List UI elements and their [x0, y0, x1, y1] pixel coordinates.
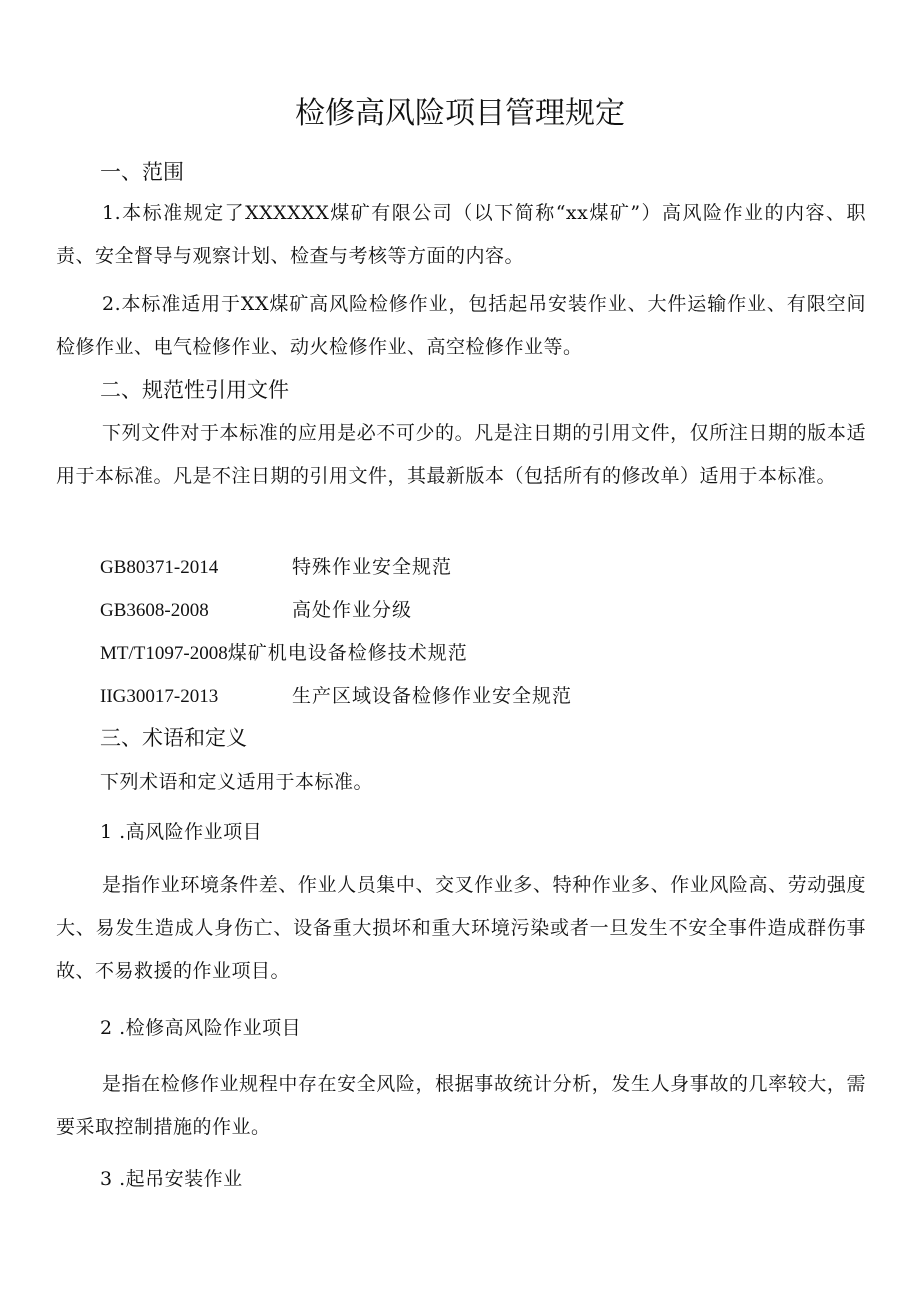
reference-item — [100, 638, 468, 665]
reference-name: 生产区域设备检修作业安全规范 — [292, 685, 573, 707]
section-heading-terms: 三、术语和定义 — [100, 726, 247, 750]
term-definition-2: 是指在检修作业规程中存在安全风险，根据事故统计分析，发生人身事故的几率较大，需要采取控制措施的作业。 — [56, 1073, 866, 1138]
scope-paragraph-1: 1.本标准规定了XXXXXX煤矿有限公司（以下简称“xx煤矿”）高风险作业的内容、职责、安全督导与观察计划、检查与考核等方面的内容。 — [56, 202, 866, 267]
reference-code: GB80371-2014 — [100, 557, 219, 578]
reference-name: 煤矿机电设备检修技术规范 — [227, 642, 468, 664]
reference-name: 特殊作业安全规范 — [292, 556, 453, 578]
reference-code: IIG30017-2013 — [100, 686, 219, 707]
section-heading-references: 二、规范性引用文件 — [100, 378, 289, 402]
references-intro: 下列文件对于本标准的应用是必不可少的。凡是注日期的引用文件，仅所注日期的版本适用于本标准。凡是不注日期的引用文件，其最新版本（包括所有的修改单）适用于本标准。 — [56, 422, 866, 487]
term-label-3: 3 .起吊安装作业 — [100, 1168, 243, 1190]
document-title: 检修高风险项目管理规定 — [295, 96, 625, 131]
scope-paragraph-2: 2.本标准适用于XX煤矿高风险检修作业，包括起吊安装作业、大件运输作业、有限空间检修作业、电气检修作业、动火检修作业、高空检修作业等。 — [56, 293, 866, 358]
reference-item — [100, 552, 452, 579]
reference-item — [100, 681, 572, 708]
section-heading-scope: 一、范围 — [100, 160, 184, 184]
reference-code: GB3608-2008 — [100, 600, 209, 621]
term-label-1: 1 .高风险作业项目 — [100, 821, 263, 843]
term-definition-1: 是指作业环境条件差、作业人员集中、交叉作业多、特种作业多、作业风险高、劳动强度大、易发生造成人身伤亡、设备重大损坏和重大环境污染或者一旦发生不安全事件造成群伤事故、不易救援的作业项目。 — [56, 874, 866, 982]
reference-item — [100, 595, 412, 622]
reference-name: 高处作业分级 — [292, 599, 413, 621]
terms-intro: 下列术语和定义适用于本标准。 — [100, 771, 374, 793]
term-label-2: 2 .检修高风险作业项目 — [100, 1017, 302, 1039]
reference-code: MT/T1097-2008 — [100, 643, 228, 664]
